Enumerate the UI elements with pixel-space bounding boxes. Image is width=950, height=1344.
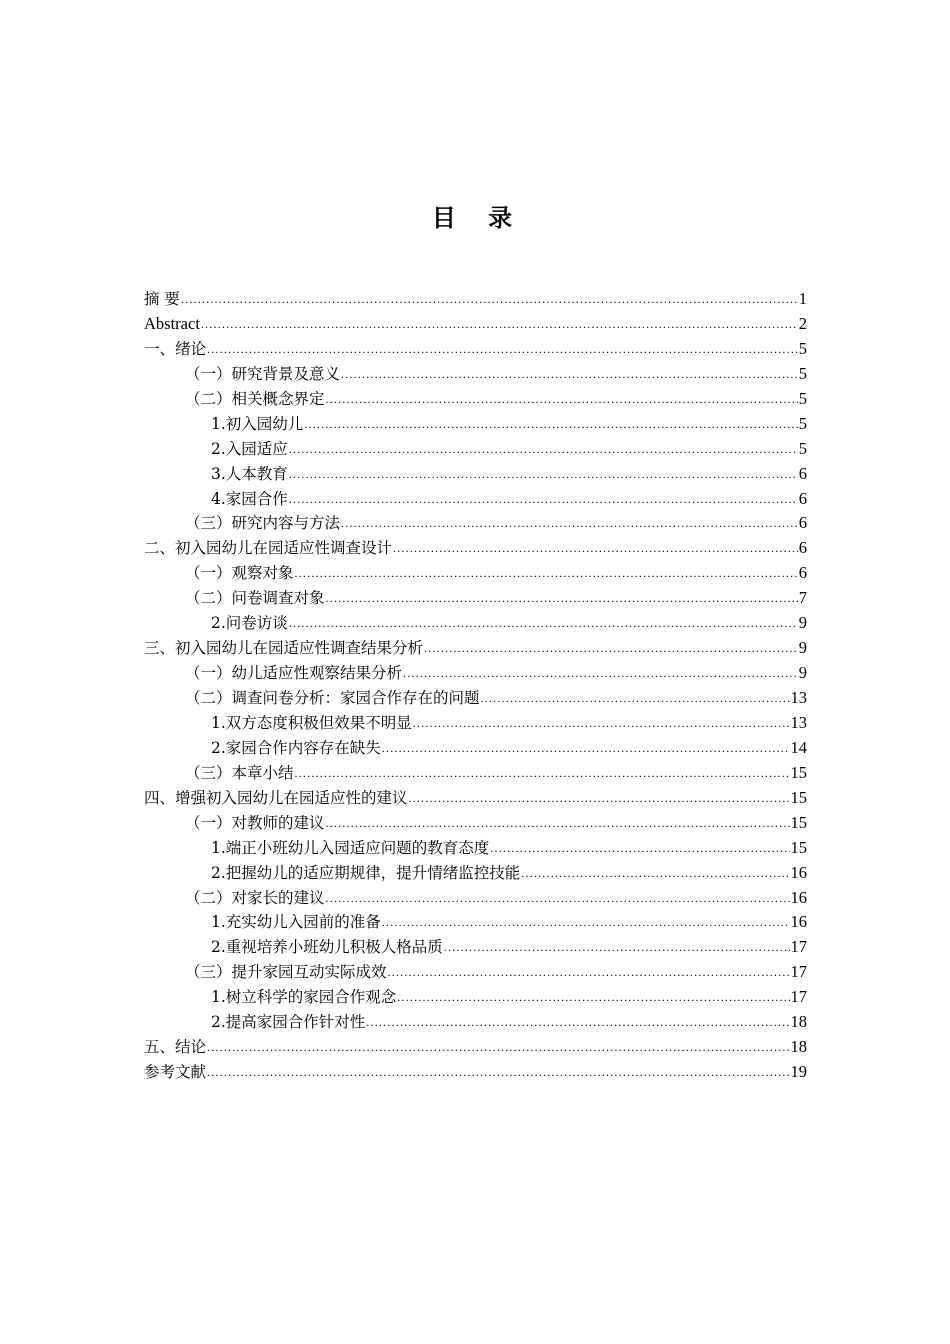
toc-entry[interactable] xyxy=(144,387,807,412)
toc-entry-page-number: 5 xyxy=(798,338,807,358)
toc-entry[interactable] xyxy=(144,686,807,711)
toc-entry[interactable] xyxy=(144,362,807,387)
toc-entry[interactable] xyxy=(144,1010,807,1035)
toc-entry-label: 2.提高家园合作针对性 xyxy=(211,1013,366,1032)
toc-entry-label: （三）本章小结 xyxy=(185,763,294,782)
toc-entry-label: 五、结论 xyxy=(144,1038,207,1057)
toc-entry-label: （一）观察对象 xyxy=(185,564,294,583)
toc-leader-dots xyxy=(326,387,798,412)
toc-leader-dots xyxy=(207,337,798,362)
toc-entry-page-number: 16 xyxy=(790,912,807,932)
toc-leader-dots xyxy=(326,811,790,836)
toc-leader-dots xyxy=(341,511,798,536)
toc-leader-dots xyxy=(295,561,798,586)
toc-entry-label: 四、增强初入园幼儿在园适应性的建议 xyxy=(144,788,408,807)
toc-entry-page-number: 15 xyxy=(790,837,807,857)
toc-entry-label: 3.人本教育 xyxy=(211,464,288,483)
toc-entry[interactable] xyxy=(144,611,807,636)
toc-entry[interactable] xyxy=(144,487,807,512)
toc-entry-label: 1.初入园幼儿 xyxy=(211,414,304,433)
toc-entry-page-number: 5 xyxy=(798,438,807,458)
toc-leader-dots xyxy=(413,711,790,736)
toc-entry-label: 1.充实幼儿入园前的准备 xyxy=(211,913,381,932)
toc-entry-page-number: 17 xyxy=(790,937,807,957)
toc-entry[interactable] xyxy=(144,861,807,886)
toc-entry-page-number: 16 xyxy=(790,862,807,882)
toc-entry-label: （三）研究内容与方法 xyxy=(185,514,341,533)
toc-entry[interactable] xyxy=(144,536,807,561)
toc-entry[interactable] xyxy=(144,935,807,960)
toc-entry-page-number: 5 xyxy=(798,413,807,433)
toc-entry-page-number: 19 xyxy=(790,1062,807,1082)
toc-entry[interactable] xyxy=(144,960,807,985)
toc-entry-label: 2.把握幼儿的适应期规律，提升情绪监控技能 xyxy=(211,863,521,882)
toc-leader-dots xyxy=(289,437,798,462)
toc-entry-label: （二）问卷调查对象 xyxy=(185,589,325,608)
toc-leader-dots xyxy=(403,661,798,686)
toc-entry-page-number: 15 xyxy=(790,762,807,782)
toc-leader-dots xyxy=(490,836,789,861)
toc-entry-label: （三）提升家园互动实际成效 xyxy=(185,963,387,982)
toc-entry-page-number: 17 xyxy=(790,987,807,1007)
toc-leader-dots xyxy=(366,1010,789,1035)
toc-entry-label: （二）对家长的建议 xyxy=(185,888,325,907)
toc-leader-dots xyxy=(201,312,798,337)
toc-entry-page-number: 1 xyxy=(798,289,807,308)
toc-leader-dots xyxy=(382,736,790,761)
toc-leader-dots xyxy=(341,362,798,387)
toc-entry-page-number: 9 xyxy=(798,638,807,658)
toc-entry-page-number: 14 xyxy=(790,737,807,757)
toc-leader-dots xyxy=(424,636,798,661)
toc-entry[interactable] xyxy=(144,1035,807,1060)
toc-entry[interactable] xyxy=(144,1060,807,1085)
toc-entry-label: （一）对教师的建议 xyxy=(185,813,325,832)
toc-entry-label: 摘 要 xyxy=(144,290,180,308)
toc-leader-dots xyxy=(388,960,790,985)
toc-entry-page-number: 9 xyxy=(798,663,807,683)
toc-entry[interactable] xyxy=(144,586,807,611)
toc-entry-page-number: 13 xyxy=(790,688,807,707)
toc-leader-dots xyxy=(444,935,790,960)
toc-leader-dots xyxy=(326,586,798,611)
toc-entry-label: （二）相关概念界定 xyxy=(185,389,325,408)
toc-entry-label: 二、初入园幼儿在园适应性调查设计 xyxy=(144,539,393,558)
toc-entry-page-number: 6 xyxy=(798,513,807,533)
toc-entry[interactable] xyxy=(144,786,807,811)
toc-entry[interactable] xyxy=(144,337,807,362)
toc-entry-label: 1.端正小班幼儿入园适应问题的教育态度 xyxy=(211,838,490,857)
toc-entry[interactable] xyxy=(144,437,807,462)
toc-entry-label: 2.入园适应 xyxy=(211,439,288,458)
toc-entry-label: Abstract xyxy=(144,313,200,333)
toc-entry-page-number: 15 xyxy=(790,787,807,807)
toc-entry-label: 4.家园合作 xyxy=(211,489,288,508)
toc-entry-page-number: 6 xyxy=(798,488,807,508)
toc-entry-label: 2.问卷访谈 xyxy=(211,614,288,633)
toc-entry-page-number: 18 xyxy=(790,1012,807,1032)
toc-entry-page-number: 2 xyxy=(798,313,807,333)
toc-entry-page-number: 6 xyxy=(798,463,807,483)
toc-leader-dots xyxy=(397,985,789,1010)
toc-entry-page-number: 7 xyxy=(798,588,807,608)
toc-leader-dots xyxy=(304,412,797,437)
toc-entry[interactable] xyxy=(144,736,807,761)
toc-entry[interactable] xyxy=(144,462,807,487)
toc-entry-page-number: 5 xyxy=(798,363,807,383)
toc-entry-page-number: 18 xyxy=(790,1037,807,1057)
toc-entry-page-number: 17 xyxy=(790,962,807,982)
toc-entry[interactable] xyxy=(144,412,807,437)
toc-leader-dots xyxy=(295,761,790,786)
toc-entry[interactable] xyxy=(144,511,807,536)
toc-entry[interactable] xyxy=(144,761,807,786)
toc-entry-label: 参考文献 xyxy=(144,1063,207,1082)
toc-entry[interactable] xyxy=(144,811,807,836)
toc-entry[interactable] xyxy=(144,711,807,736)
toc-entry-page-number: 15 xyxy=(790,812,807,832)
toc-entry-page-number: 16 xyxy=(790,887,807,907)
toc-leader-dots xyxy=(289,462,798,487)
toc-leader-dots xyxy=(521,861,789,886)
toc-entry[interactable] xyxy=(144,561,807,586)
toc-entry-label: 2.家园合作内容存在缺失 xyxy=(211,738,381,757)
toc-entry[interactable] xyxy=(144,636,807,661)
toc-leader-dots xyxy=(181,287,798,312)
toc-leader-dots xyxy=(409,786,790,811)
toc-leader-dots xyxy=(207,1035,789,1060)
table-of-contents xyxy=(144,287,807,1085)
toc-entry-label: 三、初入园幼儿在园适应性调查结果分析 xyxy=(144,639,424,658)
toc-entry[interactable] xyxy=(144,886,807,911)
toc-entry-label: 2.重视培养小班幼儿积极人格品质 xyxy=(211,938,443,957)
toc-entry-page-number: 6 xyxy=(798,563,807,583)
toc-entry-page-number: 9 xyxy=(798,613,807,633)
toc-entry-label: （一）幼儿适应性观察结果分析 xyxy=(185,664,403,683)
toc-entry-page-number: 5 xyxy=(798,388,807,408)
toc-entry[interactable] xyxy=(144,985,807,1010)
toc-entry[interactable] xyxy=(144,836,807,861)
toc-entry-label: 1.双方态度积极但效果不明显 xyxy=(211,713,412,732)
toc-entry-label: （一）研究背景及意义 xyxy=(185,364,341,383)
toc-entry[interactable] xyxy=(144,910,807,935)
toc-entry[interactable] xyxy=(144,661,807,686)
toc-leader-dots xyxy=(289,611,798,636)
toc-leader-dots xyxy=(289,487,798,512)
toc-entry[interactable] xyxy=(144,312,807,337)
toc-entry-label: 一、绪论 xyxy=(144,339,207,358)
toc-entry-label: 1.树立科学的家园合作观念 xyxy=(211,988,397,1007)
toc-leader-dots xyxy=(481,686,790,711)
toc-entry-page-number: 13 xyxy=(790,712,807,732)
toc-leader-dots xyxy=(393,536,798,561)
toc-entry[interactable] xyxy=(144,287,807,312)
toc-leader-dots xyxy=(207,1060,789,1085)
toc-leader-dots xyxy=(326,886,790,911)
toc-entry-label: （二）调查问卷分析：家园合作存在的问题 xyxy=(185,689,480,707)
toc-title: 目 录 xyxy=(431,203,525,232)
toc-entry-page-number: 6 xyxy=(798,538,807,558)
toc-leader-dots xyxy=(382,910,790,935)
